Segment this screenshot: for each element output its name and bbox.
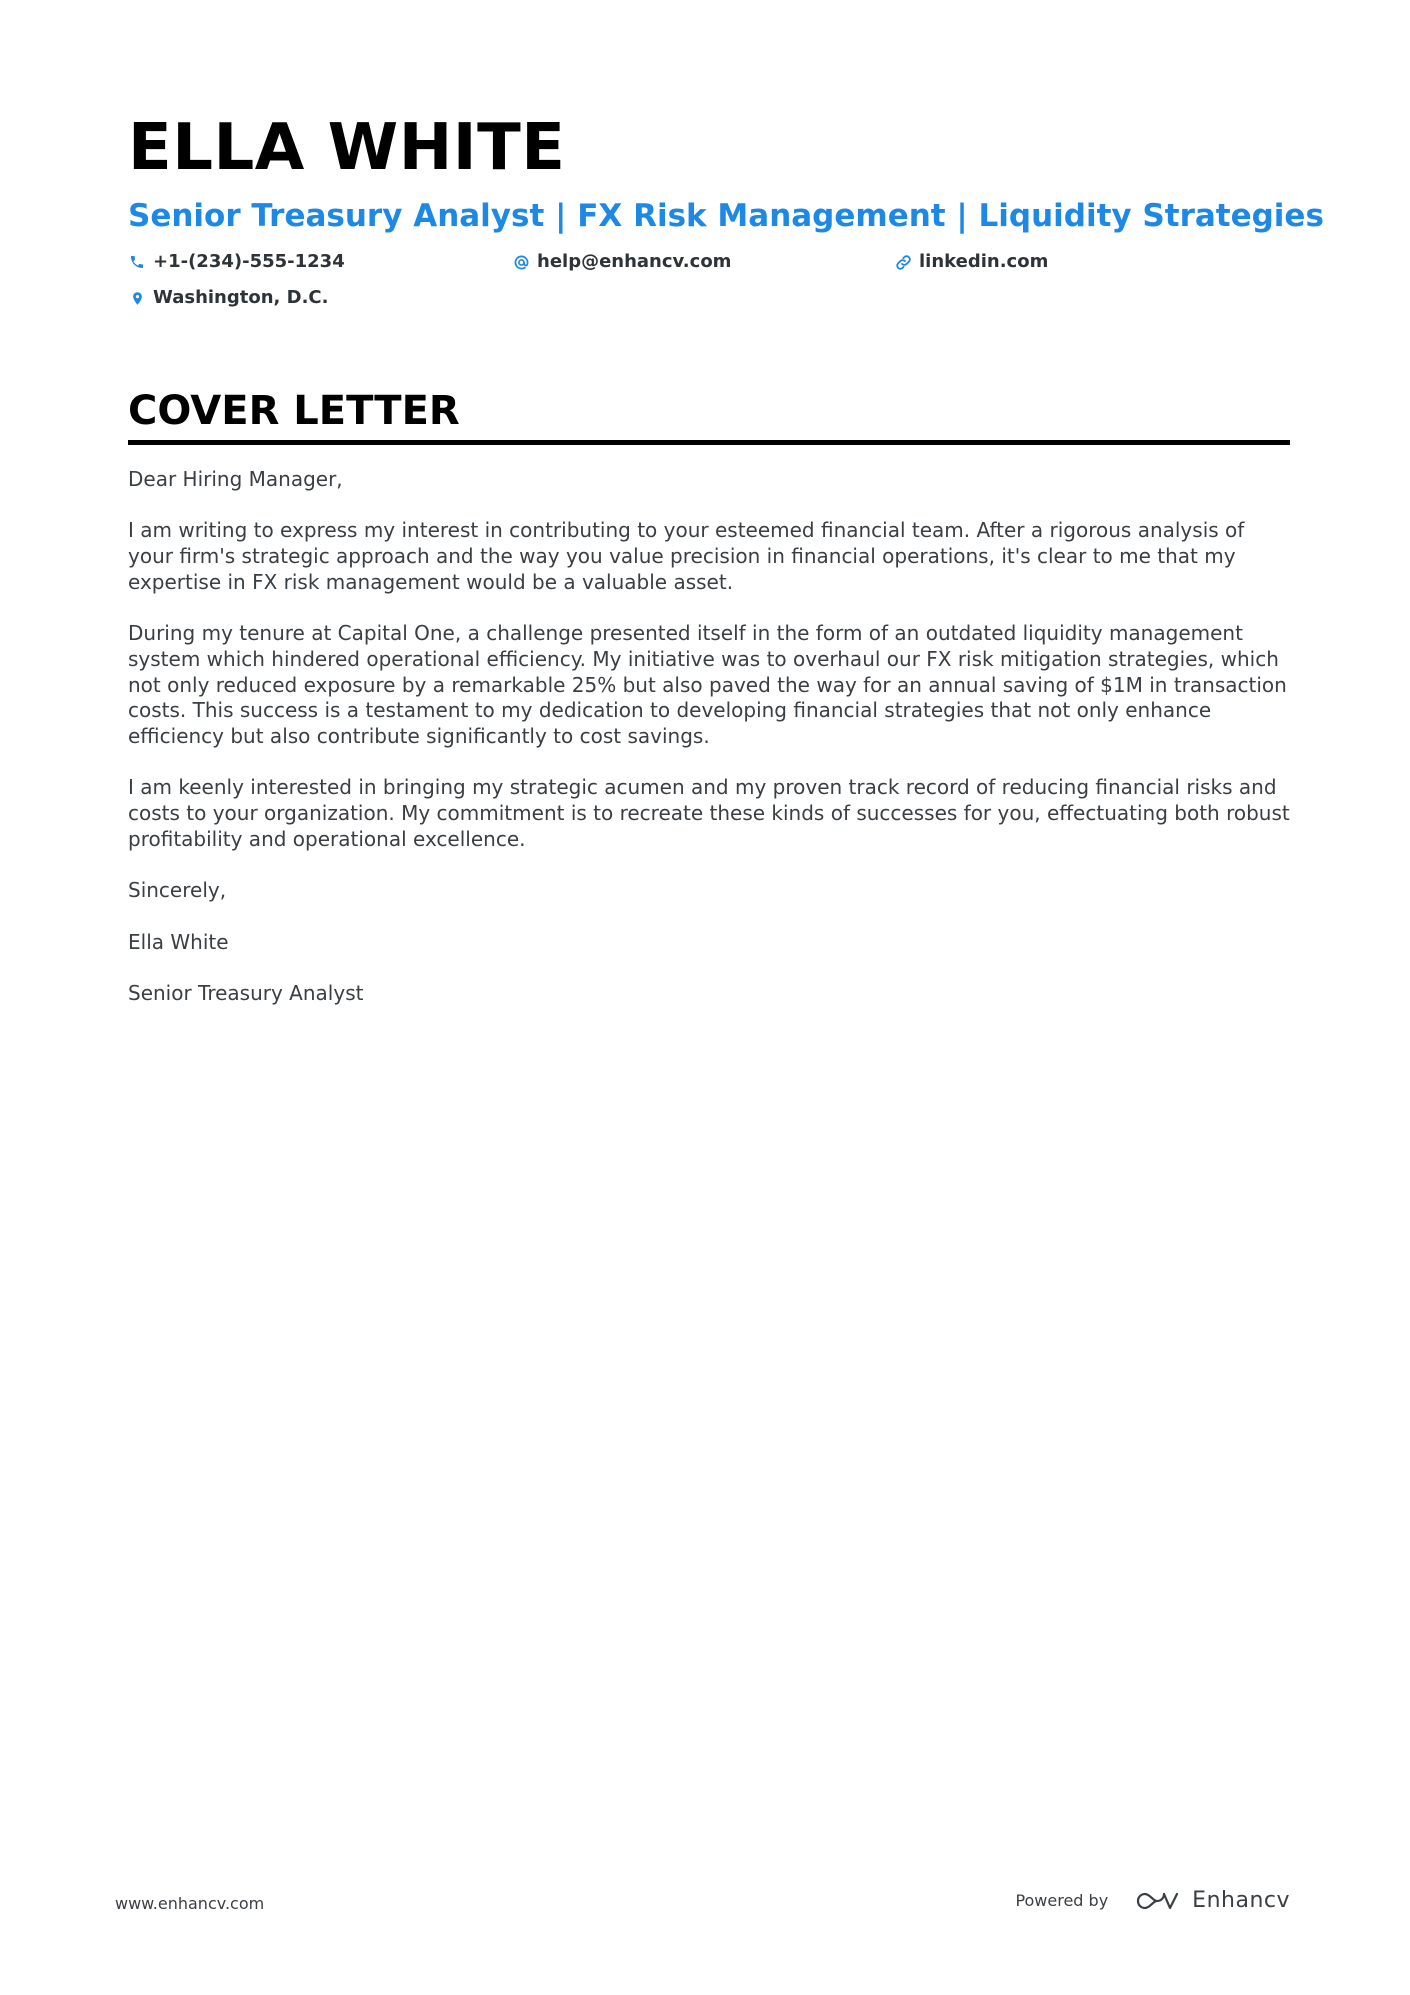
letter-paragraph: During my tenure at Capital One, a challenge presented itself in the form of an outdated liquidity management system which hindered operational efficiency. My initiative was to overhaul our FX risk mitigation strategies, which not only reduced exposure by a remarkable 25% but also paved the way for an annual saving of $1M in transaction costs. This success is a testament to my dedication to developing financial strategies that not only enhance efficiency but also contribute significantly to cost savings. [128, 621, 1287, 748]
signature-name: Ella White [128, 929, 229, 954]
contact-email [512, 250, 731, 274]
letter-body [128, 467, 1290, 1007]
candidate-name: ELLA WHITE [128, 111, 566, 185]
enhancv-logo-icon [1134, 1889, 1180, 1913]
brand-name: Enhancv [1192, 1888, 1290, 1913]
phone-icon [128, 253, 146, 271]
cover-letter-section [128, 386, 1290, 1032]
header [128, 110, 1324, 322]
letter-paragraph: I am keenly interested in bringing my strategic acumen and my proven track record of reducing financial risks and costs to your organization. My commitment is to recreate these kinds of successes for you, effectuating both robust profitability and operational excellence. [128, 775, 1290, 851]
location-pin-icon [128, 289, 146, 307]
location-text: Washington, D.C. [153, 287, 329, 308]
signature-title: Senior Treasury Analyst [128, 980, 364, 1005]
footer-branding [1015, 1888, 1290, 1914]
phone-number: +1-(234)-555-1234 [153, 251, 345, 272]
contact-location [128, 286, 328, 310]
powered-by-label: Powered by [1015, 1891, 1109, 1910]
linkedin-link: linkedin.com [919, 251, 1049, 272]
email-address: help@enhancv.com [537, 251, 732, 272]
letter-paragraph: I am writing to express my interest in contributing to your esteemed financial team. After a rigorous analysis of your firm's strategic approach and the way you value precision in financial operations, it's clear to me that my expertise in FX risk management would be a valuable asset. [128, 518, 1245, 594]
footer-website[interactable]: www.enhancv.com [115, 1894, 265, 1913]
link-icon [894, 253, 912, 271]
letter-closing: Sincerely, [128, 878, 227, 903]
contact-info [128, 250, 1290, 322]
headline: Senior Treasury Analyst | FX Risk Management | Liquidity Strategies [128, 198, 1324, 234]
letter-greeting: Dear Hiring Manager, [128, 467, 343, 491]
section-title: COVER LETTER [128, 388, 460, 434]
contact-phone [128, 250, 345, 274]
at-icon [512, 253, 530, 271]
contact-link [894, 250, 1048, 274]
section-divider [128, 440, 1290, 445]
